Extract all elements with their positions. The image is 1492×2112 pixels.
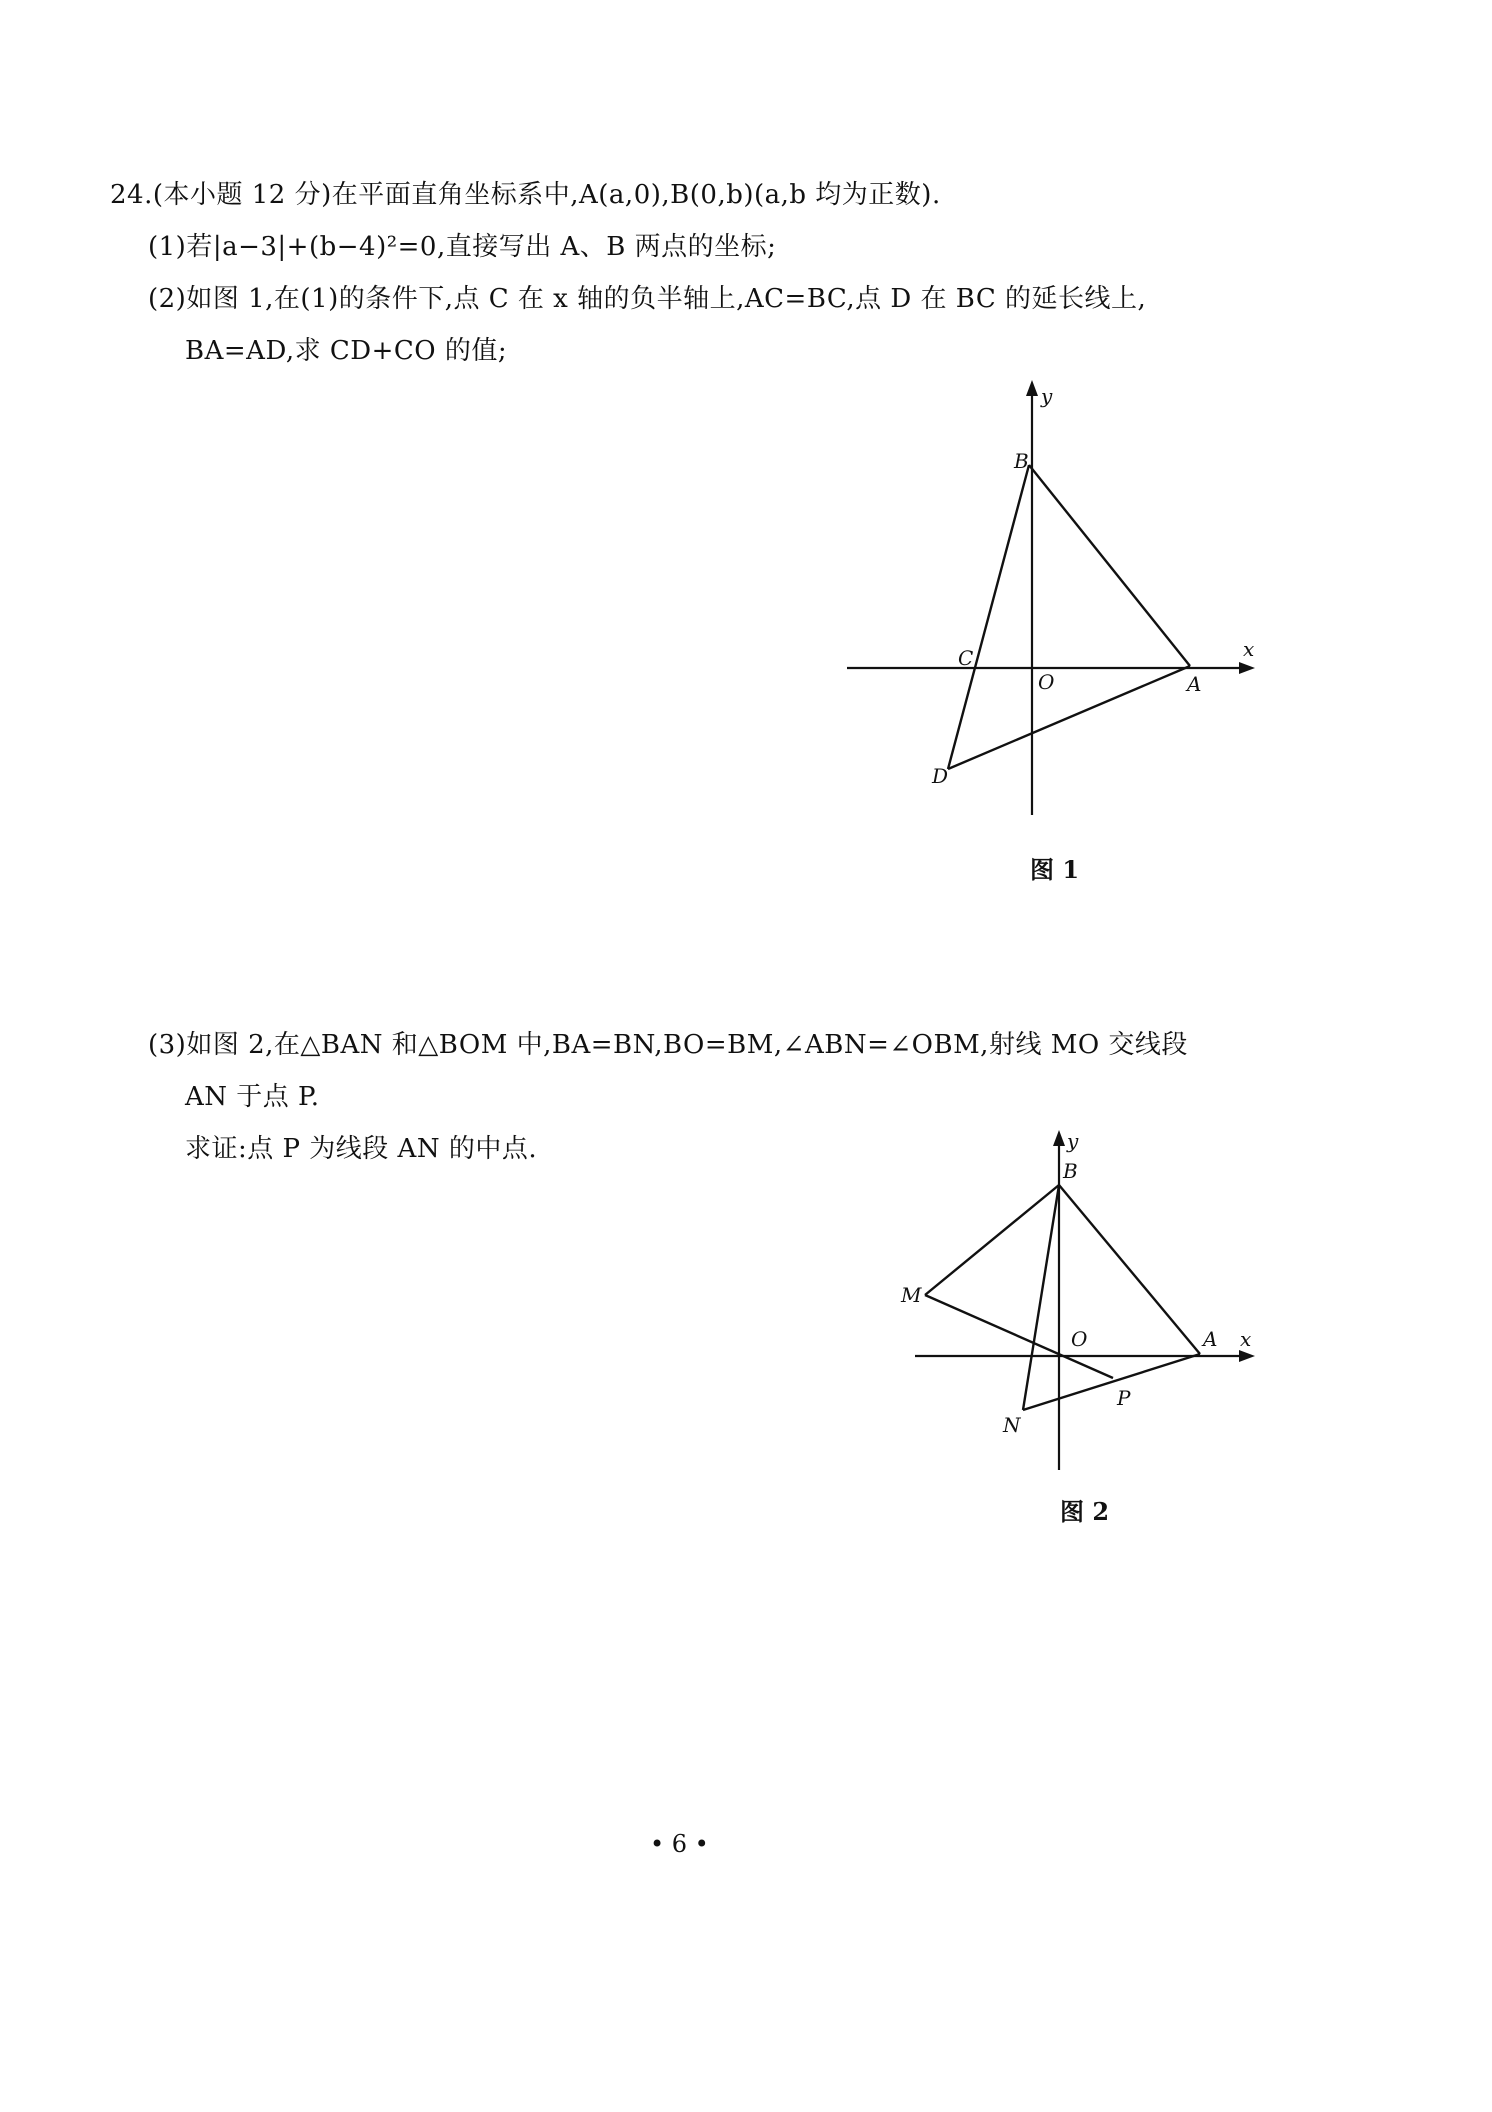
fig1-label-b: B — [1014, 449, 1029, 473]
fig1-label-c: C — [958, 646, 974, 670]
fig2-y-axis-arrow — [1053, 1130, 1065, 1146]
fig1-segment-bd — [948, 465, 1029, 769]
fig1-x-axis-arrow — [1239, 662, 1255, 674]
figure-2-caption: 图 2 — [1060, 1497, 1110, 1526]
fig2-x-axis-arrow — [1239, 1350, 1255, 1362]
figure-1 — [840, 375, 1270, 815]
fig2-label-n: N — [1003, 1413, 1021, 1437]
fig2-segment-bn — [1023, 1185, 1059, 1410]
fig2-label-y: y — [1067, 1129, 1079, 1153]
fig1-segment-ba — [1029, 465, 1190, 666]
question-part3-line3: 求证:点 P 为线段 AN 的中点. — [185, 1134, 538, 1164]
fig1-segment-ad — [948, 666, 1190, 769]
fig2-label-a: A — [1203, 1327, 1218, 1351]
question-part2-line2: BA=AD,求 CD+CO 的值; — [185, 336, 508, 366]
figure-1-diagram — [840, 375, 1270, 815]
fig2-label-b: B — [1063, 1159, 1078, 1183]
fig2-label-m: M — [901, 1283, 922, 1307]
question-part2-line1: (2)如图 1,在(1)的条件下,点 C 在 x 轴的负半轴上,AC=BC,点 D 在 BC 的延长线上, — [148, 284, 1147, 314]
question-part3-line2: AN 于点 P. — [185, 1082, 320, 1112]
page-number: • 6 • — [650, 1830, 709, 1858]
fig1-label-a: A — [1187, 672, 1202, 696]
question-part1: (1)若|a−3|+(b−4)²=0,直接写出 A、B 两点的坐标; — [148, 232, 777, 262]
fig1-label-y: y — [1041, 384, 1053, 408]
fig2-label-o: O — [1071, 1327, 1088, 1351]
figure-2 — [895, 1120, 1275, 1480]
fig2-segment-bm — [925, 1185, 1059, 1295]
fig2-label-p: P — [1117, 1386, 1131, 1410]
figure-1-caption: 图 1 — [1030, 855, 1080, 884]
fig1-label-x: x — [1243, 637, 1255, 661]
fig1-y-axis-arrow — [1026, 380, 1038, 396]
figure-2-diagram — [895, 1120, 1275, 1480]
question-part3-line1: (3)如图 2,在△BAN 和△BOM 中,BA=BN,BO=BM,∠ABN=∠OBM,射线 MO 交线段 — [148, 1030, 1188, 1060]
fig1-label-o: O — [1038, 670, 1055, 694]
fig1-label-d: D — [932, 764, 949, 788]
question-header: 24.(本小题 12 分)在平面直角坐标系中,A(a,0),B(0,b)(a,b 均为正数). — [110, 180, 941, 210]
fig2-segment-an — [1023, 1354, 1200, 1410]
fig2-label-x: x — [1240, 1327, 1252, 1351]
